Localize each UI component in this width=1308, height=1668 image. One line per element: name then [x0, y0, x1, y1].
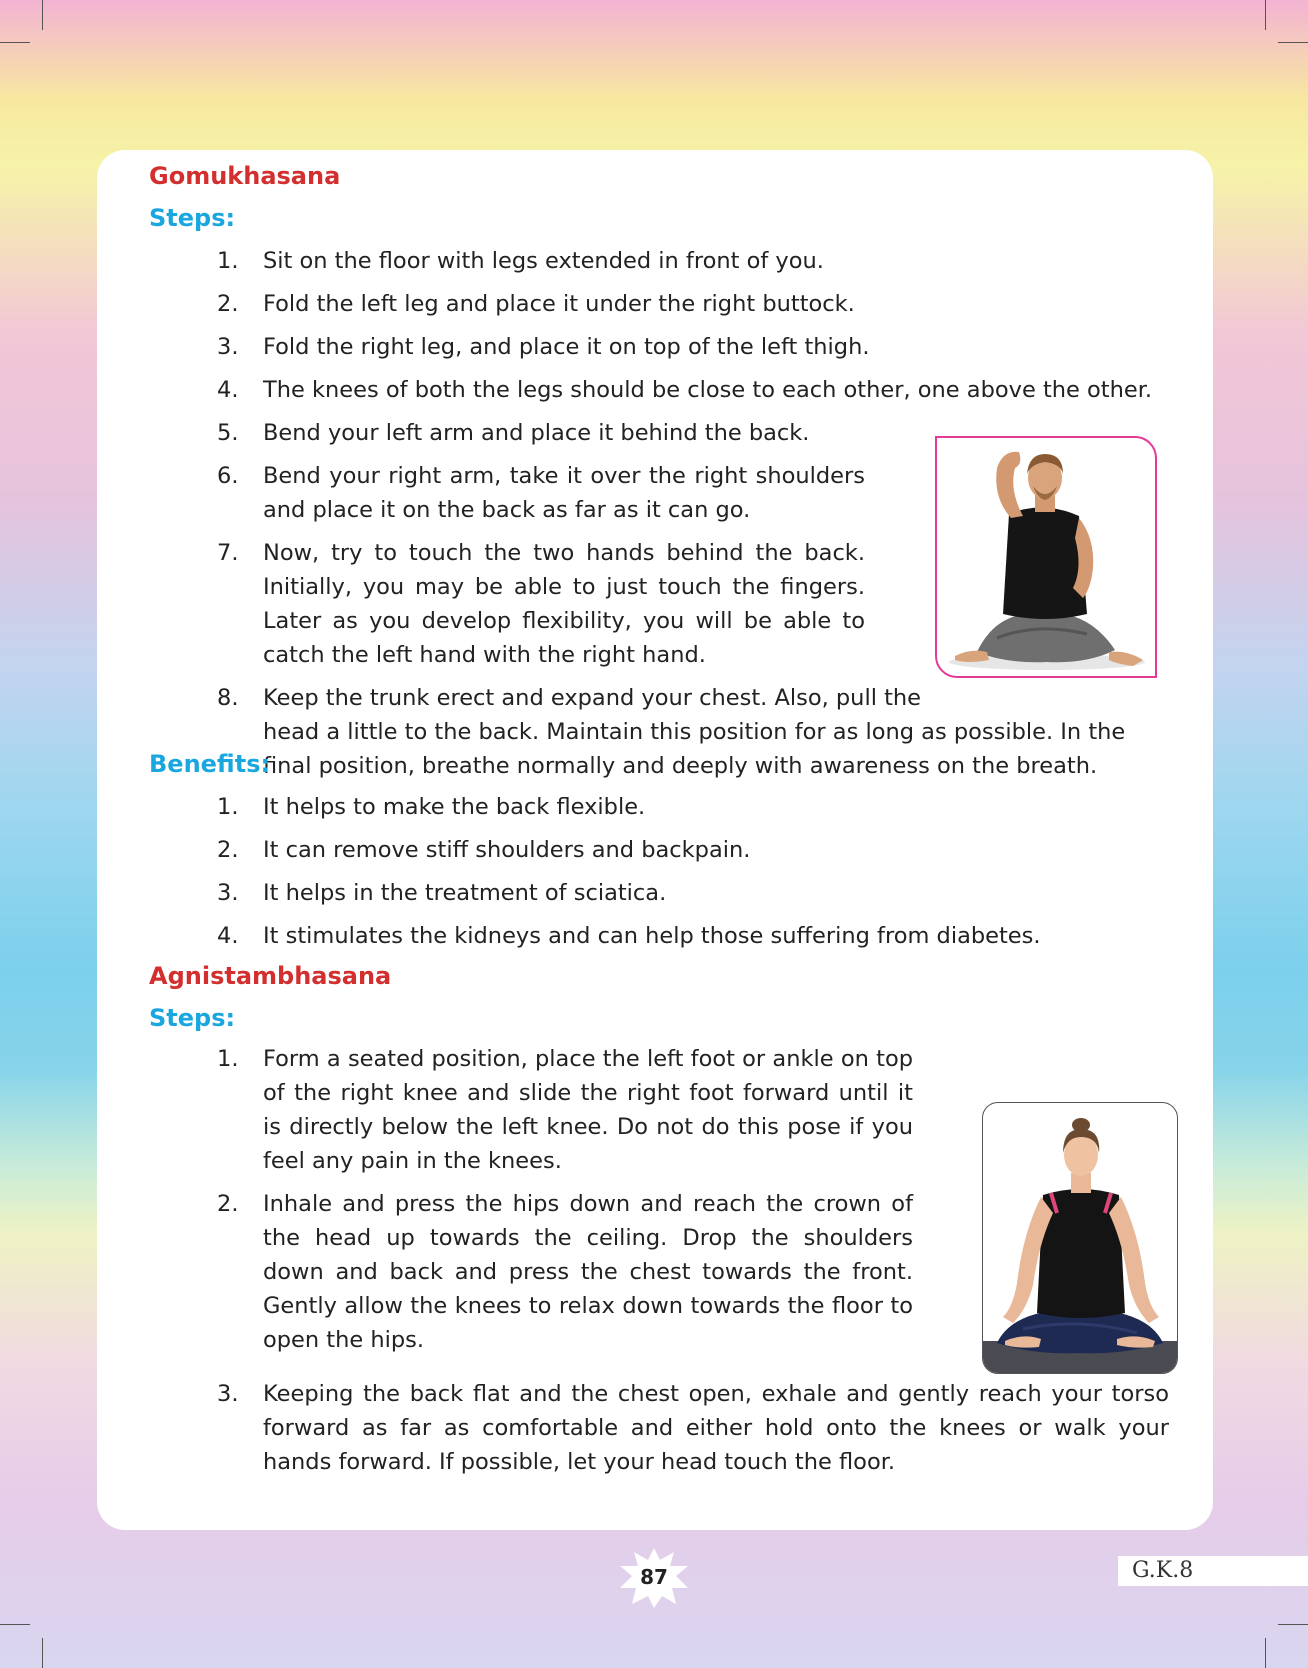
benefit-number: 3.: [217, 880, 239, 906]
benefits-heading: Benefits:: [149, 750, 271, 778]
step-number: 5.: [217, 420, 239, 446]
step-number: 3.: [217, 1381, 239, 1407]
step-text: Fold the left leg and place it under the right buttock.: [263, 291, 855, 317]
benefit-text: It helps to make the back flexible.: [263, 794, 646, 820]
crop-mark: [1278, 1624, 1308, 1625]
step-text: Now, try to touch the two hands behind the back. Initially, you may be able to just touch the fingers. Later as you develop flexibility, you will be able to catch the left hand with the right hand.: [263, 540, 865, 668]
agnistambhasana-steps-heading: Steps:: [149, 1004, 236, 1032]
crop-mark: [1278, 42, 1308, 43]
step-number: 1.: [217, 1046, 239, 1072]
gomukhasana-title: Gomukhasana: [149, 162, 341, 190]
agnistambhasana-photo: [982, 1102, 1178, 1374]
step-number: 6.: [217, 463, 239, 489]
step-text: The knees of both the legs should be close to each other, one above the other.: [263, 377, 1153, 403]
step-number: 7.: [217, 540, 239, 566]
list-item: [217, 244, 1177, 278]
content-card: [97, 150, 1213, 1530]
list-item: [217, 536, 865, 672]
list-item: [217, 459, 865, 527]
book-code: G.K.8: [1118, 1556, 1308, 1586]
list-item: [217, 373, 1177, 407]
step-text: Keep the trunk erect and expand your chest. Also, pull the: [263, 685, 922, 711]
crop-mark: [1265, 0, 1266, 30]
page-number: 87: [640, 1565, 668, 1589]
step-number: 8.: [217, 685, 239, 711]
benefits-list: [217, 790, 1177, 962]
man-yoga-figure: [937, 438, 1155, 676]
benefit-text: It can remove stiff shoulders and backpain.: [263, 837, 751, 863]
step-text: Form a seated position, place the left foot or ankle on top of the right knee and slide the right foot forward until it is directly below the left knee. Do not do this pose if you feel any pain in the knees.: [263, 1046, 913, 1174]
list-item: [217, 790, 1177, 824]
list-item: [217, 919, 1177, 953]
crop-mark: [1265, 1638, 1266, 1668]
list-item: [217, 876, 1177, 910]
crop-mark: [42, 0, 43, 30]
gomukhasana-photo: [935, 436, 1157, 678]
step-number: 4.: [217, 377, 239, 403]
step-number: 2.: [217, 291, 239, 317]
step-text: head a little to the back. Maintain this position for as long as possible. In the final position, breathe normally and deeply with awareness on the breath.: [263, 719, 1126, 779]
benefit-number: 4.: [217, 923, 239, 949]
step-text: Bend your left arm and place it behind the back.: [263, 420, 810, 446]
step-text: Sit on the floor with legs extended in front of you.: [263, 248, 824, 274]
list-item: [217, 330, 1177, 364]
step-text: Fold the right leg, and place it on top of the left thigh.: [263, 334, 870, 360]
list-item: [217, 287, 1177, 321]
crop-mark: [0, 42, 30, 43]
step-text: Keeping the back flat and the chest open, exhale and gently reach your torso forward as far as comfortable and either hold onto the knees or walk your hands forward. If possible, let your head touch the floor.: [263, 1381, 1169, 1475]
step-text: Inhale and press the hips down and reach the crown of the head up towards the ceiling. Drop the shoulders down and back and press the chest towards the front. Gently allow the knees to relax down towards the floor to open the hips.: [263, 1191, 913, 1353]
woman-yoga-figure: [983, 1103, 1177, 1373]
step-number: 2.: [217, 1191, 239, 1217]
step-number: 3.: [217, 334, 239, 360]
benefit-number: 1.: [217, 794, 239, 820]
list-item: [217, 833, 1177, 867]
list-item: [217, 1187, 913, 1357]
crop-mark: [42, 1638, 43, 1668]
step-number: 1.: [217, 248, 239, 274]
benefit-text: It stimulates the kidneys and can help those suffering from diabetes.: [263, 923, 1041, 949]
list-item: [217, 1377, 1169, 1479]
list-item: [217, 681, 1177, 783]
gomukhasana-steps-heading: Steps:: [149, 204, 236, 232]
step-text: Bend your right arm, take it over the right shoulders and place it on the back as far as it can go.: [263, 463, 865, 523]
list-item: [217, 1042, 913, 1178]
crop-mark: [0, 1624, 30, 1625]
agnistambhasana-title: Agnistambhasana: [149, 962, 392, 990]
benefit-number: 2.: [217, 837, 239, 863]
benefit-text: It helps in the treatment of sciatica.: [263, 880, 667, 906]
